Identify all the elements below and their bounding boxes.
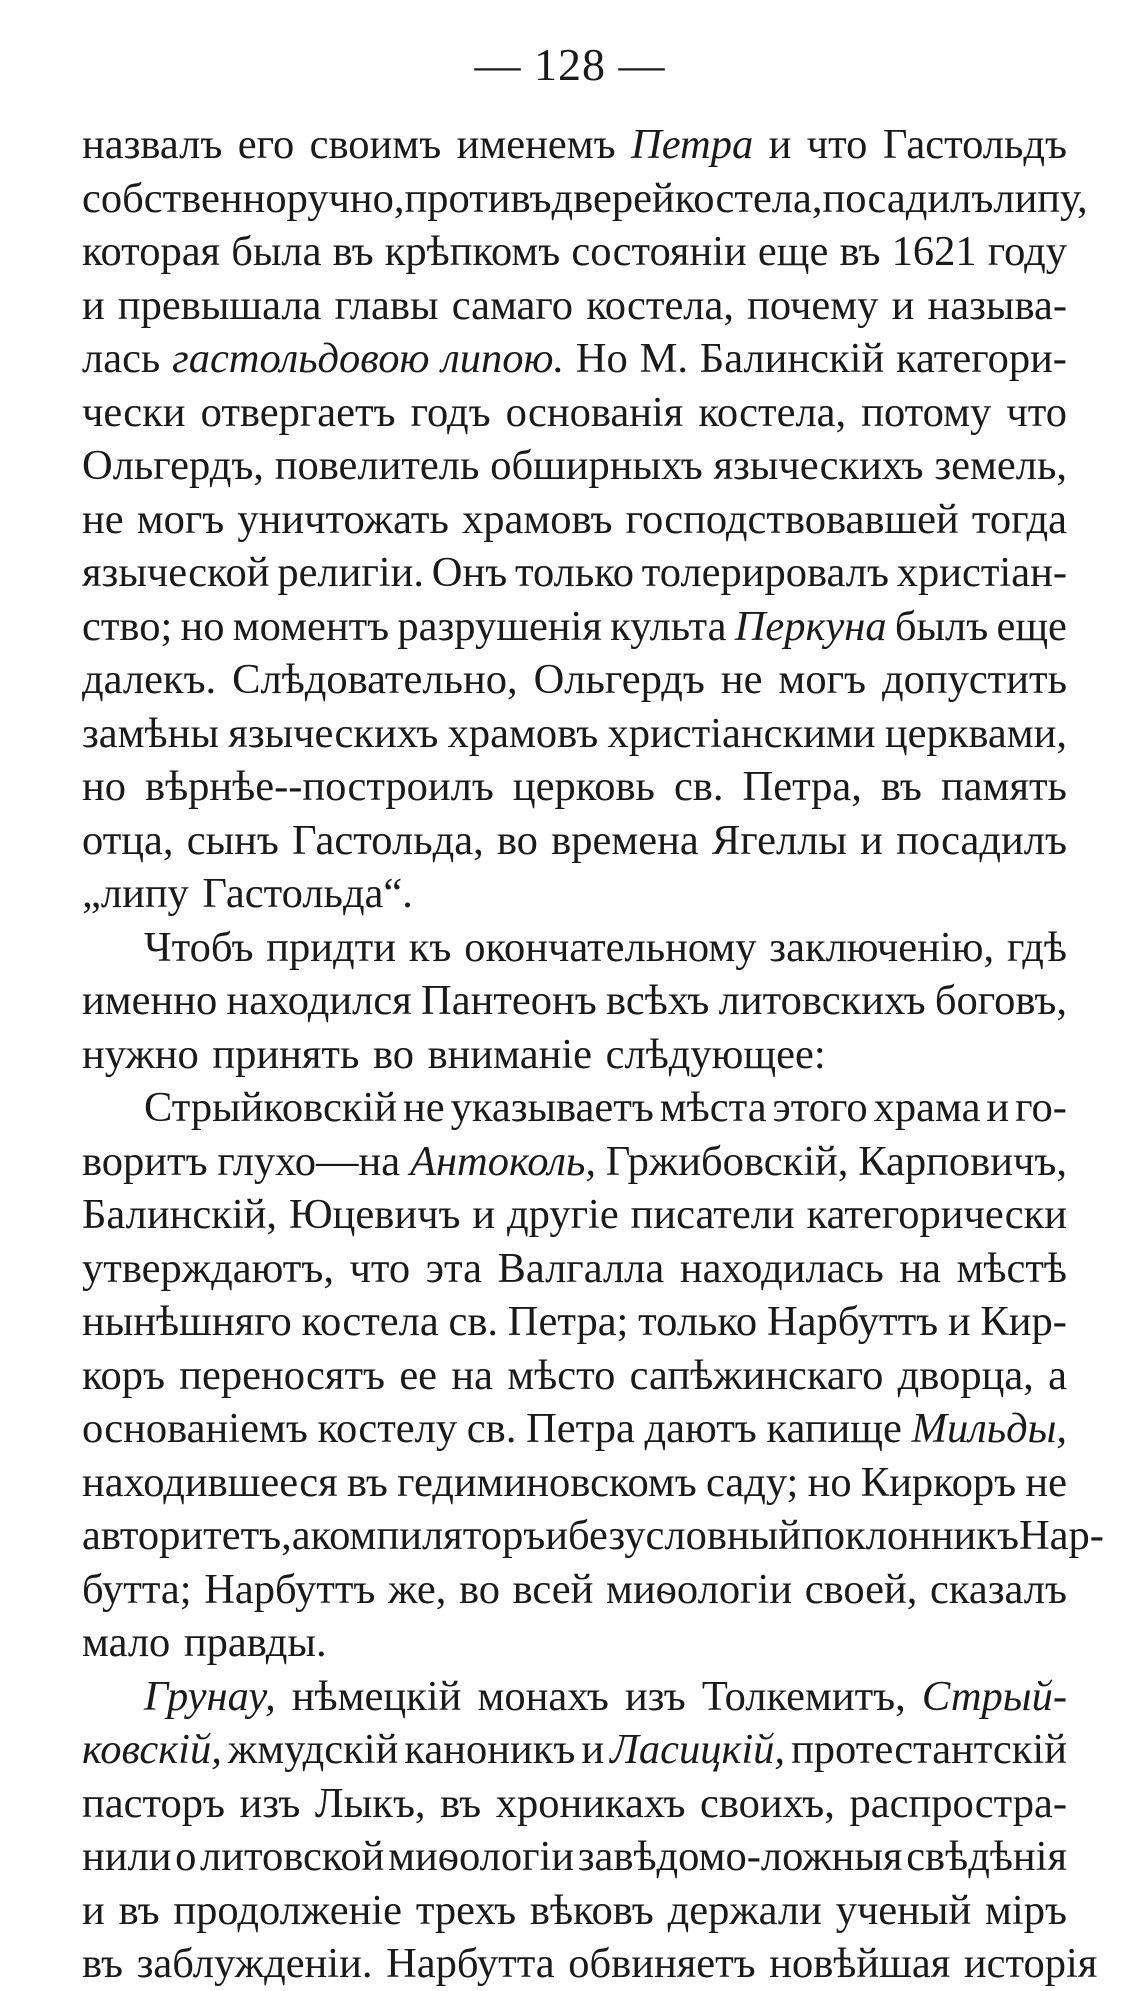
text-line: [82, 653, 1067, 707]
word: Гастольда“.: [202, 870, 413, 917]
word: протестантскій: [791, 1726, 1067, 1773]
text-line: [82, 600, 1067, 654]
word: въ: [880, 763, 922, 810]
text-line: [82, 1349, 1067, 1403]
word: изъ: [239, 1779, 301, 1827]
word: категорически: [806, 1191, 1067, 1238]
word: хроникахъ: [495, 1779, 686, 1827]
word: о: [175, 1833, 197, 1880]
word: Онъ: [431, 549, 508, 596]
text-line: [82, 1830, 1067, 1884]
word: Нарбутта: [386, 1940, 555, 1987]
text-line: [82, 332, 1067, 386]
word: Гастольдъ: [882, 121, 1067, 168]
word: находился: [226, 977, 412, 1024]
text-line: [82, 1884, 1067, 1938]
word: языческой: [82, 549, 270, 596]
word: чески: [82, 388, 186, 436]
word: эта: [425, 1244, 482, 1292]
word: мѣстѣ: [956, 1244, 1067, 1292]
word: заблужденіи.: [136, 1940, 373, 1987]
word: вѣрнѣе--построилъ: [145, 763, 494, 810]
word: литовскихъ: [718, 977, 926, 1024]
word: и: [768, 121, 792, 168]
italic-word: липою.: [441, 335, 565, 382]
word: и: [82, 1886, 105, 1934]
word: посадилъ: [896, 816, 1067, 864]
word: но: [82, 763, 126, 810]
word: отца,: [82, 816, 174, 864]
word: обширныхъ: [490, 442, 703, 489]
text-line: [82, 867, 1067, 921]
word: всей: [512, 1565, 594, 1613]
word: глухо—на: [217, 1137, 401, 1185]
word: христіанскими: [607, 709, 876, 757]
text-line: [82, 225, 1067, 279]
text-line: [82, 279, 1067, 333]
word: М.: [639, 335, 689, 382]
word: основанiя: [505, 388, 684, 436]
word: исторія: [963, 1940, 1098, 1987]
word: мѣсто: [507, 1351, 616, 1399]
word: только: [514, 549, 634, 596]
text-line: [82, 974, 1067, 1028]
word: нѣмецкій: [291, 1672, 462, 1720]
word: находилась: [679, 1244, 884, 1292]
word: только: [638, 1298, 758, 1345]
word: дворца,: [897, 1351, 1034, 1399]
word: толерировалъ: [641, 549, 889, 596]
word: и: [82, 281, 105, 329]
word: липу,: [993, 174, 1088, 222]
word: могъ: [136, 495, 225, 543]
word: не: [403, 1084, 445, 1131]
word: Гржибовскій,: [605, 1137, 849, 1185]
word: вѣковъ: [529, 1886, 654, 1934]
word: продолженіе: [173, 1886, 402, 1934]
word: противъ: [404, 174, 552, 222]
text-line: [82, 1135, 1067, 1189]
word: Нарбуттъ: [204, 1565, 376, 1613]
word: каноникъ: [404, 1726, 576, 1773]
word: бутта;: [82, 1565, 192, 1613]
word: этого: [772, 1084, 868, 1131]
word: далекъ.: [82, 656, 217, 703]
word: воритъ: [82, 1137, 208, 1185]
word: гедиминовскомъ: [397, 1458, 697, 1506]
text-line: [82, 1295, 1067, 1349]
word: церковь: [512, 763, 655, 810]
text-line: [82, 1937, 1098, 1991]
word: но: [807, 1458, 852, 1506]
word: потому: [861, 388, 992, 436]
text-line: [82, 1028, 1067, 1082]
word: его: [237, 121, 295, 168]
paragraph: [82, 921, 1067, 1082]
italic-word: ковскій,: [82, 1726, 222, 1773]
paragraph: [82, 118, 1088, 921]
word: св.: [466, 1405, 517, 1452]
word: міръ: [985, 1886, 1067, 1934]
word: не: [720, 656, 763, 703]
word: слѣдующее:: [605, 1030, 826, 1078]
word: Чтобъ: [144, 923, 254, 971]
word: во: [496, 816, 538, 864]
word: замѣны: [82, 709, 219, 757]
text-line: [82, 814, 1067, 868]
word: же,: [388, 1565, 447, 1613]
word: вниманіе: [427, 1030, 593, 1078]
word: на: [899, 1244, 941, 1292]
word: культа: [610, 602, 727, 650]
word: уничтожать: [237, 495, 449, 543]
page-number: — 128 —: [474, 39, 666, 90]
word: повелитель: [274, 442, 480, 489]
word: Стрыйковскій: [144, 1084, 398, 1131]
word: другіе: [507, 1191, 619, 1238]
text-line: [82, 493, 1067, 547]
word: разрушенія: [397, 602, 602, 650]
word: въ: [332, 228, 374, 275]
text-line: [82, 1723, 1067, 1777]
word: храма: [873, 1084, 981, 1131]
word: Нар-: [1018, 1512, 1104, 1559]
word: состоянiи: [571, 228, 747, 275]
word: языческихъ: [228, 709, 439, 757]
word: трехъ: [415, 1886, 517, 1934]
word: Но: [575, 335, 628, 382]
word: сапѣжинскаго: [629, 1351, 884, 1399]
word: господствовавшей: [625, 495, 959, 543]
text-line: [82, 439, 1067, 493]
word: принять: [212, 1030, 360, 1078]
word: храмовъ: [461, 495, 613, 543]
word: сказалъ: [929, 1565, 1067, 1613]
word: не: [82, 495, 124, 543]
word: костела,: [698, 388, 847, 436]
word: храмовъ: [447, 709, 599, 757]
italic-word: Стрый-: [921, 1672, 1067, 1720]
word: ее: [399, 1351, 438, 1399]
text-line: [82, 1081, 1067, 1135]
word: и: [860, 816, 883, 864]
word: саду;: [706, 1458, 799, 1506]
word: Ольгердъ,: [82, 442, 264, 489]
word: допустить: [881, 656, 1067, 703]
word: могъ: [778, 656, 866, 703]
paragraph: [82, 1670, 1098, 1991]
word: костела: [301, 1298, 439, 1345]
text-line: [82, 760, 1067, 814]
word: къ: [408, 923, 452, 971]
word: „липу: [82, 870, 189, 917]
word: своей,: [804, 1565, 918, 1613]
word: нужно: [82, 1030, 199, 1078]
word: тогда: [971, 495, 1067, 543]
word: литовской: [200, 1833, 385, 1880]
word: главы: [334, 281, 439, 329]
word: распростра-: [849, 1779, 1067, 1827]
word: что: [349, 1244, 411, 1292]
word: но: [180, 602, 225, 650]
word: утверждаютъ,: [82, 1244, 334, 1292]
word: жмудскій: [227, 1726, 399, 1773]
word: въ: [839, 228, 881, 275]
word: св.: [673, 763, 724, 810]
word: Балинскій,: [82, 1191, 278, 1238]
word: категори-: [895, 335, 1067, 382]
word: времена: [551, 816, 699, 864]
word: и: [472, 1191, 496, 1238]
word: отвергаетъ: [200, 388, 396, 436]
word: авторитетъ,: [82, 1512, 292, 1559]
word: Юцевичъ: [288, 1191, 461, 1238]
word: мѣста: [659, 1084, 767, 1131]
text-line: [82, 921, 1067, 975]
word: основаніемъ: [82, 1405, 308, 1452]
italic-word: Антоколь,: [410, 1137, 596, 1185]
word: и: [581, 1726, 605, 1773]
word: въ: [118, 1886, 160, 1934]
word: миѳологіи: [606, 1565, 793, 1613]
word: безусловный: [567, 1512, 801, 1559]
word: году: [987, 228, 1067, 275]
word: 1621: [891, 228, 977, 275]
word: что: [1006, 388, 1067, 436]
word: нынѣшняго: [82, 1298, 292, 1345]
word: коръ: [82, 1351, 165, 1399]
word: въ: [82, 1940, 123, 1987]
word: Ольгердъ: [533, 656, 705, 703]
word: Петра;: [507, 1298, 629, 1345]
word: которая: [82, 228, 221, 275]
text-line: [82, 1670, 1067, 1724]
text-line: [82, 172, 1088, 226]
word: св.: [448, 1298, 499, 1345]
word: костела,: [586, 281, 734, 329]
word: и: [947, 1298, 971, 1345]
word: ство;: [82, 602, 173, 650]
word: го-: [1015, 1084, 1067, 1131]
word: почему: [747, 281, 879, 329]
word: крѣпкомъ: [384, 228, 561, 275]
word: церквами,: [884, 709, 1067, 757]
word: въ: [346, 1458, 388, 1506]
word: своихъ,: [700, 1779, 835, 1827]
word: даютъ: [644, 1405, 757, 1452]
word: заключенію,: [769, 923, 995, 971]
word: Лыкъ,: [314, 1779, 426, 1827]
word: всѣхъ: [606, 977, 710, 1024]
italic-word: Мильды,: [911, 1405, 1067, 1452]
word: капище: [766, 1405, 902, 1452]
text-line: [82, 1242, 1067, 1296]
word: земель,: [934, 442, 1067, 489]
italic-word: Перкуна: [734, 602, 887, 650]
italic-word: Петра: [631, 121, 754, 168]
word: сынъ: [186, 816, 279, 864]
italic-word: Ласицкій,: [610, 1726, 786, 1773]
word: годъ: [410, 388, 491, 436]
word: и: [891, 281, 915, 329]
word: компиляторъ: [310, 1512, 546, 1559]
text-line: [82, 1456, 1067, 1510]
word: моментъ: [232, 602, 390, 650]
word: переносятъ: [179, 1351, 386, 1399]
word: Толкемитъ,: [701, 1672, 906, 1720]
word: изъ: [624, 1672, 686, 1720]
word: превышала: [117, 281, 322, 329]
word: во: [458, 1565, 500, 1613]
word: обвиняетъ: [568, 1940, 756, 1987]
word: именно: [82, 977, 218, 1024]
text-line: [82, 1563, 1067, 1617]
text-line: [82, 118, 1067, 172]
word: собственноручно,: [82, 174, 405, 222]
text-line: [82, 707, 1067, 761]
word: Кир-: [980, 1298, 1067, 1345]
word: монахъ: [477, 1672, 609, 1720]
word: не: [1025, 1458, 1067, 1506]
word: окончательному: [464, 923, 757, 971]
word: назвалъ: [82, 121, 223, 168]
word: называ-: [927, 281, 1067, 329]
word: поклонникъ: [800, 1512, 1019, 1559]
word: и: [986, 1084, 1010, 1131]
word: свѣдѣнія: [906, 1833, 1067, 1880]
word: Валгалла: [497, 1244, 665, 1292]
paragraph: [82, 1081, 1104, 1670]
word: Пантеонъ: [421, 977, 597, 1024]
word: языческихъ: [713, 442, 924, 489]
word: Петра,: [742, 763, 862, 810]
word: Киркоръ: [860, 1458, 1017, 1506]
word: была: [231, 228, 322, 275]
word: что: [806, 121, 868, 168]
word: пасторъ: [82, 1779, 225, 1827]
word: боговъ,: [934, 977, 1067, 1024]
word: новѣйшая: [769, 1940, 951, 1987]
word: еще: [996, 602, 1067, 650]
word: находившееся: [82, 1458, 338, 1506]
word: Ягеллы: [711, 816, 847, 864]
text-line: [82, 386, 1067, 440]
text-line: [82, 1616, 1067, 1670]
word: Гастольда,: [292, 816, 484, 864]
word: во: [372, 1030, 415, 1078]
word: гдѣ: [1006, 923, 1067, 971]
word: въ: [440, 1779, 482, 1827]
word: и: [545, 1512, 568, 1559]
word: самаго: [451, 281, 574, 329]
word: на: [451, 1351, 493, 1399]
word: костелу: [317, 1405, 458, 1452]
word: былъ: [894, 602, 989, 650]
word: а: [1048, 1351, 1067, 1399]
text-line: [82, 1777, 1067, 1831]
word: нили: [82, 1833, 172, 1880]
word: Нарбуттъ: [766, 1298, 939, 1345]
text-line: [82, 1402, 1067, 1456]
word: придти: [266, 923, 396, 971]
word: ученый: [835, 1886, 972, 1934]
word: а: [291, 1512, 311, 1559]
word: мало: [82, 1619, 171, 1666]
text-line: [82, 1509, 1104, 1563]
word: посадилъ: [822, 174, 994, 222]
word: Петра: [526, 1405, 635, 1452]
body-text: [82, 118, 1104, 1991]
word: Карповичъ,: [858, 1137, 1067, 1185]
word: еще: [757, 228, 829, 275]
word: Слѣдовательно,: [232, 656, 518, 703]
word: указываетъ: [450, 1084, 654, 1131]
word: правды.: [183, 1619, 327, 1666]
word: лась: [82, 335, 161, 382]
text-line: [82, 1188, 1067, 1242]
word: дверей: [551, 174, 675, 222]
italic-word: гастольдовою: [172, 335, 430, 382]
word: костела,: [674, 174, 823, 222]
word: завѣдомо-ложныя: [577, 1833, 903, 1880]
word: христіан-: [896, 549, 1067, 596]
word: именемъ: [456, 121, 616, 168]
word: миѳологіи: [388, 1833, 575, 1880]
word: писатели: [630, 1191, 795, 1238]
word: Балинскій: [699, 335, 885, 382]
word: держали: [667, 1886, 822, 1934]
text-line: [82, 546, 1067, 600]
italic-word: Грунау,: [144, 1672, 276, 1720]
word: своимъ: [309, 121, 442, 168]
word: религіи.: [277, 549, 424, 596]
word: память: [940, 763, 1067, 810]
